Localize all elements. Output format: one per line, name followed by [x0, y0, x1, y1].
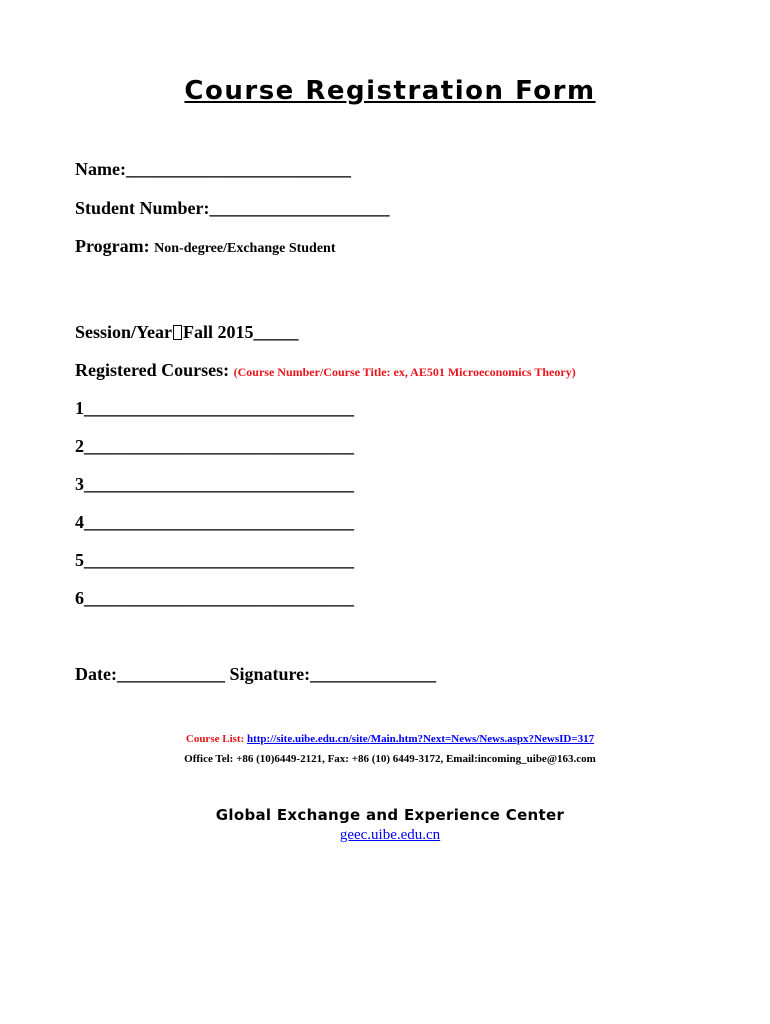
course-line-2: 2______________________________: [75, 436, 354, 456]
session-label: Session/Year: [75, 322, 173, 342]
registered-courses-label: Registered Courses:: [75, 360, 230, 380]
date-signature-field: Date:____________ Signature:______________: [75, 664, 437, 684]
registered-courses-field: [75, 360, 576, 381]
center-name: Global Exchange and Experience Center: [215, 806, 565, 824]
office-contact: Office Tel: +86 (10)6449-2121, Fax: +86 (10) 6449-3172, Email:incoming_uibe@163.com: [184, 753, 596, 765]
registered-courses-note: (Course Number/Course Title: ex, AE501 Microeconomics Theory): [233, 365, 576, 379]
program-label: Program:: [75, 236, 150, 256]
program-value: Non-degree/Exchange Student: [154, 241, 336, 256]
course-line-1: 1______________________________: [75, 398, 354, 418]
center-site-line: [0, 827, 770, 844]
course-line-3: 3______________________________: [75, 474, 354, 494]
course-line-6: 6______________________________: [75, 588, 354, 608]
center-site-link[interactable]: geec.uibe.edu.cn: [339, 827, 441, 843]
session-year-field: [75, 322, 299, 343]
name-field: Name:_________________________: [75, 159, 351, 179]
program-field: [75, 236, 336, 257]
session-value: Fall 2015_____: [183, 322, 299, 342]
course-line-5: 5______________________________: [75, 550, 354, 570]
course-list-link[interactable]: http://site.uibe.edu.cn/site/Main.htm?Next=News/News.aspx?NewsID=317: [246, 733, 595, 745]
student-number-field: Student Number:____________________: [75, 198, 390, 218]
course-list-label: Course List:: [185, 733, 245, 745]
course-line-4: 4______________________________: [75, 512, 354, 532]
form-title: Course Registration Form: [184, 76, 596, 106]
course-list-line: [0, 733, 770, 745]
missing-glyph-icon: [173, 325, 182, 340]
